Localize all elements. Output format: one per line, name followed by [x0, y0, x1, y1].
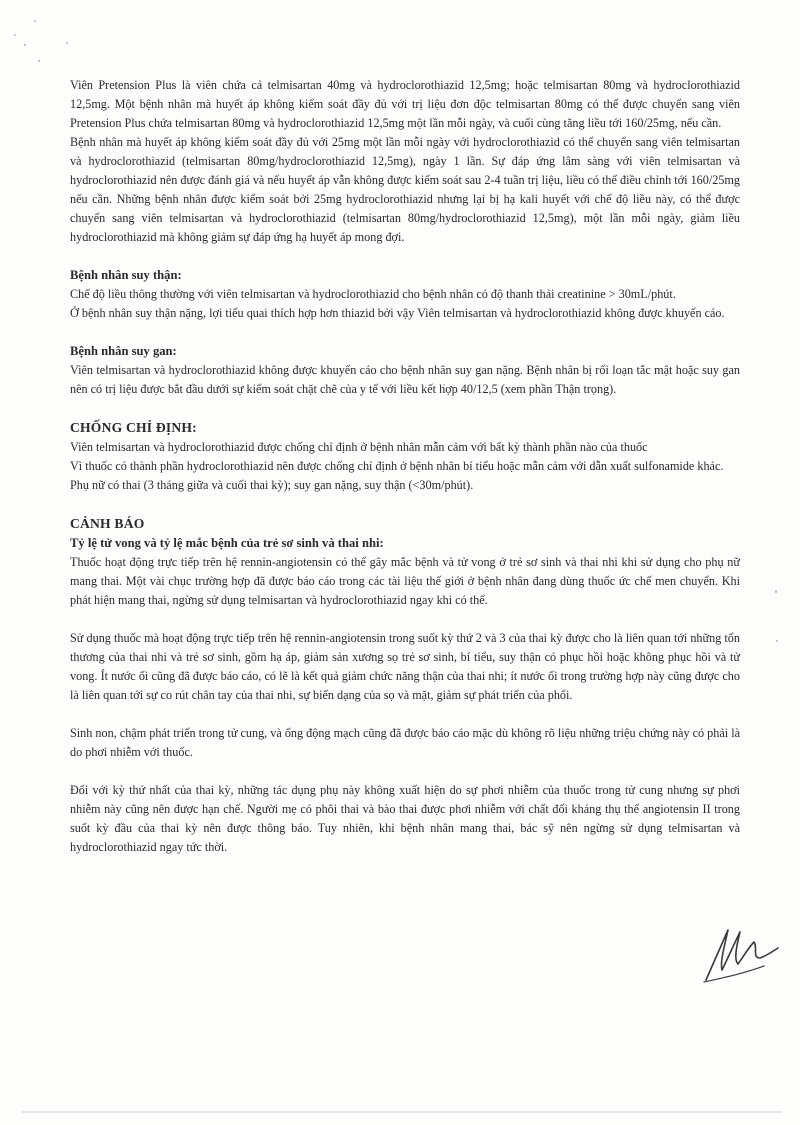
- warnings-heading: CẢNH BÁO: [70, 516, 145, 531]
- intro-paragraph-1: Viên Pretension Plus là viên chứa cả telmisartan 40mg và hydroclorothiazid 12,5mg; hoặc telmisartan 80mg và hydroclorothiazid 12,5mg. Một bệnh nhân mà huyết áp không kiểm soát đầy đủ với trị liệu đơn độc telmisartan 80mg có thể được chuyển sang viên Pretension Plus chứa telmisartan 80mg và hydroclorothiazid 12,5mg một lần mỗi ngày, và cuối cùng tăng liều tới 160/25mg, nếu cần.: [70, 78, 740, 130]
- warnings-paragraph-1: Thuốc hoạt động trực tiếp trên hệ rennin-angiotensin có thể gây mắc bệnh và tử vong ở trẻ sơ sinh và thai nhi khi sử dụng cho phụ nữ mang thai. Một vài chục trường hợp đã được báo cáo trong các tài liệu thế giới ở bệnh nhân đang dùng thuốc ức chế men chuyển. Khi phát hiện mang thai, ngừng sử dụng telmisartan và hydroclorothiazid ngay khi có thể.: [70, 555, 740, 607]
- page-bottom-rule: [22, 1111, 782, 1113]
- renal-paragraph-1: Chế độ liều thông thường với viên telmisartan và hydroclorothiazid cho bệnh nhân có độ thanh thải creatinine > 30mL/phút.: [70, 287, 676, 301]
- intro-paragraph-2: Bệnh nhân mà huyết áp không kiểm soát đầy đủ với 25mg một lần mỗi ngày với hydroclorothiazid có thể chuyển sang viên telmisartan và hydroclorothiazid (telmisartan 80mg/hydroclorothiazid 12,5mg), ngày 1 lần. Sự đáp ứng lâm sàng với viên telmisartan và hydroclorothiazid nên được đánh giá và nếu huyết áp vẫn không được kiểm soát sau 2-4 tuần trị liệu, liều có thể điều chỉnh tới 160/25mg nếu cần. Những bệnh nhân được kiểm soát bởi 25mg hydroclorothiazid nhưng lại bị hạ kali huyết với chế độ liều này, có thể được chuyển sang viên telmisartan và hydroclorothiazid (telmisartan 80mg/hydroclorothiazid 12,5mg), một lần mỗi ngày, giảm liều hydroclorothiazid mà không giảm sự đáp ứng hạ huyết áp mong đợi.: [70, 135, 740, 244]
- warnings-paragraph-2: Sử dụng thuốc mà hoạt động trực tiếp trên hệ rennin-angiotensin trong suốt kỳ thứ 2 và 3 của thai kỳ được cho là liên quan tới những tổn thương của thai nhi và trẻ sơ sinh, gồm hạ áp, giảm sản xương sọ trẻ sơ sinh, bí tiểu, suy thận có phục hồi hoặc không phục hồi và tử vong. Ít nước ối cũng đã được báo cáo, có lẽ là kết quả giảm chức năng thận của thai nhi; ít nước ối trong trường hợp này cũng được cho là liên quan tới sự co rút chân tay của thai nhi, sự biến dạng của sọ và mặt, giảm sự phát triển của phổi.: [70, 631, 740, 702]
- renal-heading: Bệnh nhân suy thận:: [70, 268, 182, 282]
- hepatic-heading: Bệnh nhân suy gan:: [70, 344, 177, 358]
- warnings-paragraph-3: Sinh non, chậm phát triển trong tử cung, và ống động mạch cũng đã được báo cáo mặc dù không rõ liệu những triệu chứng này có phải là do phơi nhiễm với thuốc.: [70, 726, 740, 759]
- renal-paragraph-2: Ở bệnh nhân suy thận nặng, lợi tiểu quai thích hợp hơn thiazid bởi vậy Viên telmisartan và hydroclorothiazid không được khuyến cáo.: [70, 306, 725, 320]
- contraindications-paragraph-2: Vì thuốc có thành phần hydroclorothiazid nên được chống chỉ định ở bệnh nhân bí tiểu hoặc mẫn cảm với dẫn xuất sulfonamide khác.: [70, 459, 724, 473]
- contraindications-paragraph-1: Viên telmisartan và hydroclorothiazid được chống chỉ định ở bệnh nhân mẫn cảm với bất kỳ thành phần nào của thuốc: [70, 440, 648, 454]
- warnings-subheading: Tỷ lệ tử vong và tỷ lệ mắc bệnh của trẻ sơ sinh và thai nhi:: [70, 536, 384, 550]
- warnings-paragraph-4: Đối với kỳ thứ nhất của thai kỳ, những tác dụng phụ này không xuất hiện do sự phơi nhiễm của thuốc trong tử cung nhưng sự phơi nhiễm này cũng nên được hạn chế. Người mẹ có phôi thai và bào thai được phơi nhiễm với chất đối kháng thụ thể angiotensin II trong suốt kỳ đầu của thai kỳ nên được thông báo. Tuy nhiên, khi bệnh nhân mang thai, bác sỹ nên ngừng sử dụng telmisartan và hydroclorothiazid ngay tức thời.: [70, 783, 740, 854]
- contraindications-paragraph-3: Phụ nữ có thai (3 tháng giữa và cuối thai kỳ); suy gan nặng, suy thận (<30m/phút).: [70, 478, 474, 492]
- document-page: [70, 76, 740, 857]
- hepatic-paragraph-1: Viên telmisartan và hydroclorothiazid không được khuyến cáo cho bệnh nhân suy gan nặng. Bệnh nhân bị rối loạn tắc mật hoặc suy gan nên có trị liệu được bắt đầu dưới sự kiểm soát chặt chẽ của y tế với liều kết hợp 40/12,5 (xem phần Thận trọng).: [70, 363, 740, 396]
- contraindications-heading: CHỐNG CHỈ ĐỊNH:: [70, 420, 197, 435]
- signature-mark: [702, 918, 782, 988]
